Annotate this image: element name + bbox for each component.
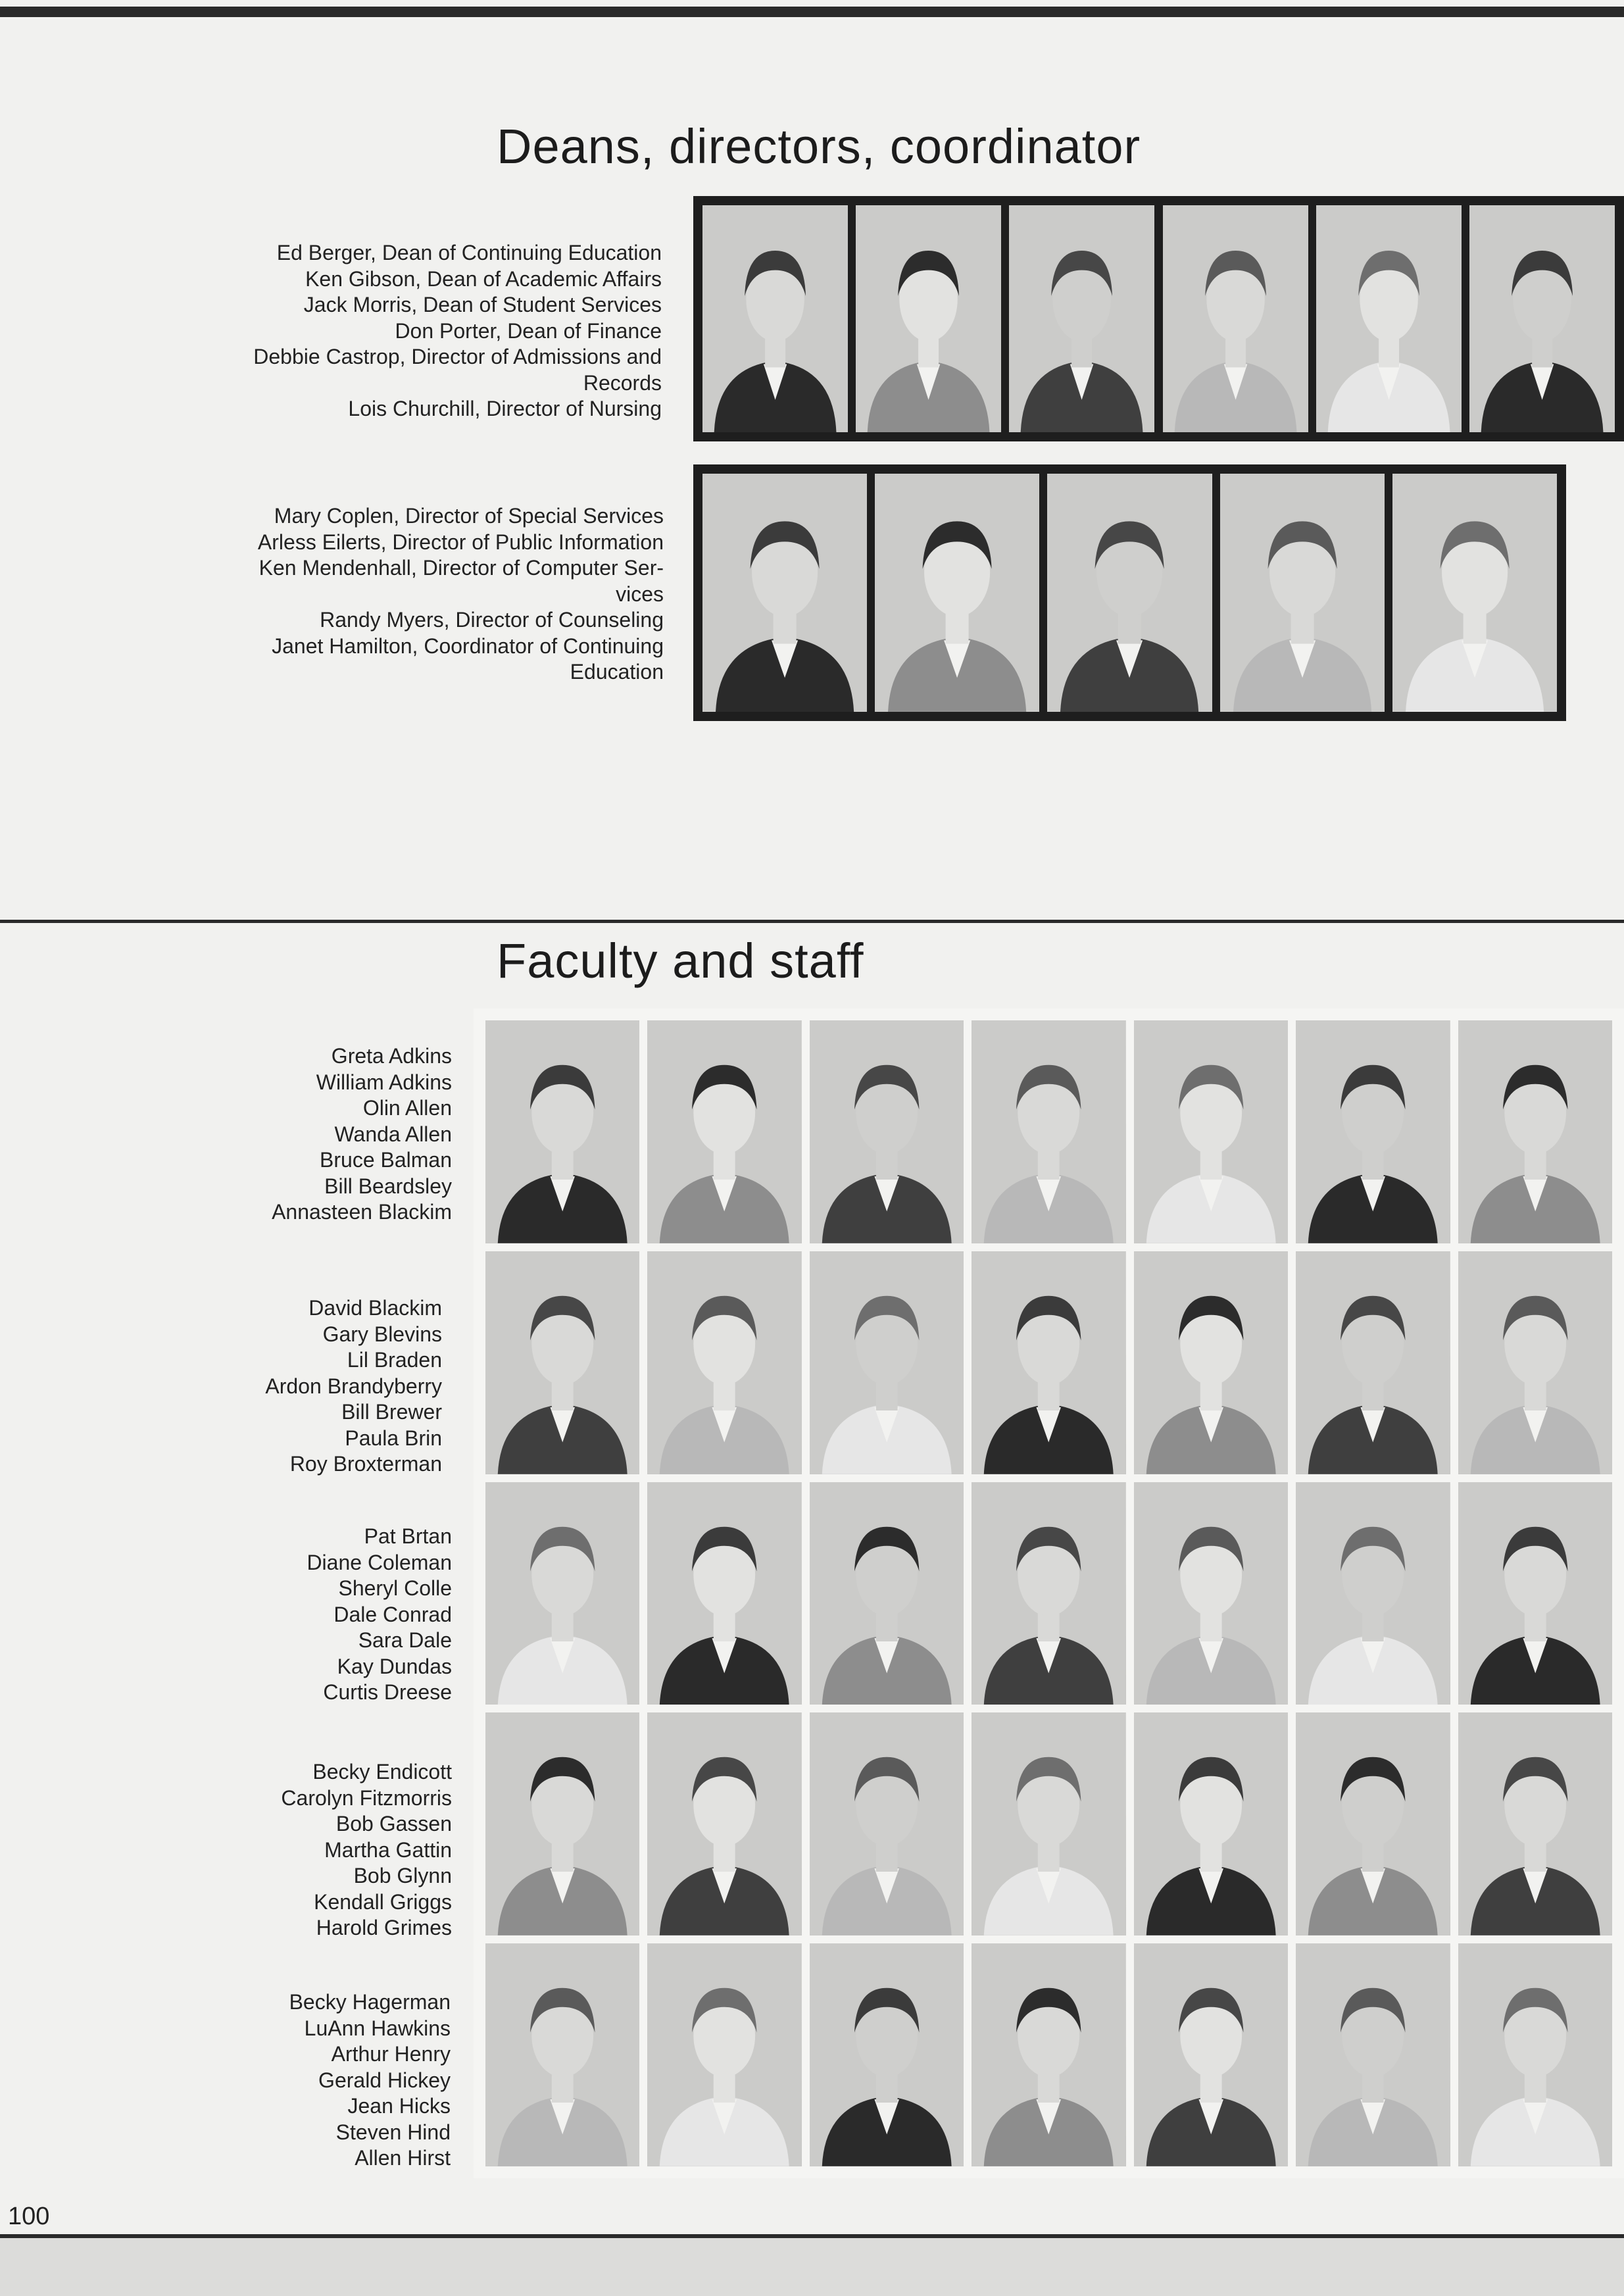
page-number: 100 [8,2203,50,2230]
caption-name: Martha Gattin [324,1837,452,1862]
faculty-portrait-photo [647,1020,801,1243]
director-portrait-photo [1392,474,1557,712]
dean-portrait-photo [1316,205,1462,432]
faculty-portrait-photo [1296,1943,1450,2166]
faculty-portrait-photo [1296,1251,1450,1474]
deans-photo-strip-1 [693,196,1624,441]
caption-line: Randy Myers, Director of Counseling [320,608,664,632]
director-portrait-photo [1047,474,1212,712]
faculty-portrait-photo [1134,1943,1288,2166]
faculty-portrait-photo [647,1482,801,1705]
caption-name: Jean Hicks [347,2094,451,2118]
caption-name: Diane Coleman [307,1550,452,1574]
caption-name: Olin Allen [362,1096,452,1120]
dean-portrait-photo [1009,205,1154,432]
faculty-portrait-photo [1296,1482,1450,1705]
faculty-portrait-photo [1134,1712,1288,1935]
dean-portrait-photo [856,205,1001,432]
faculty-caption-row-1 [272,1043,452,1226]
faculty-portrait-photo [1458,1251,1612,1474]
caption-name: Pat Brtan [364,1524,452,1548]
deans-photo-strip-2 [693,464,1566,721]
faculty-caption-row-2 [265,1295,442,1478]
dean-portrait-photo [1469,205,1615,432]
caption-name: Gerald Hickey [318,2068,451,2092]
faculty-portrait-photo [647,1251,801,1474]
faculty-portrait-photo [810,1482,964,1705]
caption-name: Steven Hind [335,2120,451,2144]
caption-name: Bob Glynn [353,1864,452,1887]
top-rule [0,7,1624,17]
director-portrait-photo [702,474,867,712]
faculty-caption-row-5 [289,1989,451,2172]
faculty-portrait-photo [1296,1020,1450,1243]
caption-name: Bruce Balman [320,1148,452,1172]
caption-name: Curtis Dreese [323,1680,452,1704]
caption-line: Don Porter, Dean of Finance [395,318,662,343]
caption-name: William Adkins [316,1070,452,1094]
faculty-portrait-photo [1134,1482,1288,1705]
faculty-portrait-photo [1296,1712,1450,1935]
caption-name: David Blackim [308,1296,442,1320]
faculty-portrait-photo [972,1482,1125,1705]
faculty-portrait-photo [485,1712,639,1935]
caption-line: Ed Berger, Dean of Continuing Education [276,241,662,264]
faculty-section-title: Faculty and staff [497,934,864,988]
bottom-band [0,2238,1624,2296]
caption-line: Debbie Castrop, Director of Admissions and [253,345,662,368]
faculty-portrait-photo [1134,1020,1288,1243]
caption-name: Carolyn Fitzmorris [281,1785,452,1810]
caption-line: Arless Eilerts, Director of Public Information [257,530,664,554]
faculty-portrait-photo [1458,1943,1612,2166]
caption-line: Ken Gibson, Dean of Academic Affairs [305,266,662,291]
faculty-portrait-photo [1134,1251,1288,1474]
caption-line: Education [570,660,664,684]
caption-name: LuAnn Hawkins [304,2016,451,2040]
section-divider [0,920,1624,923]
faculty-caption-row-3 [307,1524,452,1706]
faculty-portrait-photo [972,1943,1125,2166]
caption-name: Kendall Griggs [314,1889,452,1914]
faculty-portrait-photo [1458,1712,1612,1935]
caption-name: Lil Braden [347,1348,442,1372]
caption-name: Bill Brewer [341,1400,442,1424]
faculty-portrait-photo [647,1712,801,1935]
faculty-portrait-photo [1458,1482,1612,1705]
caption-name: Ardon Brandyberry [265,1374,442,1398]
deans-caption-group-1 [253,240,662,422]
caption-name: Kay Dundas [337,1654,452,1678]
caption-name: Gary Blevins [322,1322,442,1346]
faculty-portrait-photo [485,1482,639,1705]
faculty-portrait-photo [485,1251,639,1474]
caption-line: Records [583,370,662,395]
caption-name: Arthur Henry [331,2042,451,2066]
caption-name: Sheryl Colle [338,1576,452,1600]
caption-name: Bob Gassen [335,1812,452,1835]
faculty-portrait-photo [972,1020,1125,1243]
caption-line: vices [616,582,664,606]
caption-name: Paula Brin [345,1426,442,1450]
faculty-portrait-photo [972,1712,1125,1935]
dean-portrait-photo [702,205,848,432]
director-portrait-photo [1220,474,1385,712]
caption-line: Mary Coplen, Director of Special Services [274,504,664,528]
faculty-portrait-photo [810,1943,964,2166]
faculty-portrait-photo [810,1020,964,1243]
director-portrait-photo [875,474,1039,712]
faculty-photo-grid [474,1009,1624,2178]
faculty-portrait-photo [485,1943,639,2166]
faculty-caption-row-4 [281,1759,452,1941]
caption-line: Janet Hamilton, Coordinator of Continuing [272,634,664,658]
deans-section-title: Deans, directors, coordinator [497,119,1141,174]
caption-line: Jack Morris, Dean of Student Services [303,293,662,316]
caption-name: Sara Dale [358,1628,452,1652]
caption-name: Wanda Allen [334,1122,452,1146]
faculty-portrait-photo [485,1020,639,1243]
caption-name: Bill Beardsley [324,1174,452,1198]
faculty-portrait-photo [647,1943,801,2166]
caption-name: Roy Broxterman [289,1452,442,1476]
caption-name: Becky Endicott [312,1760,452,1784]
deans-caption-group-2 [258,503,664,686]
caption-line: Ken Mendenhall, Director of Computer Ser- [258,556,664,580]
dean-portrait-photo [1163,205,1308,432]
faculty-portrait-photo [972,1251,1125,1474]
caption-name: Allen Hirst [355,2146,451,2170]
caption-name: Dale Conrad [333,1602,452,1626]
faculty-portrait-photo [1458,1020,1612,1243]
caption-line: Lois Churchill, Director of Nursing [348,397,662,420]
caption-name: Annasteen Blackim [272,1200,452,1224]
faculty-portrait-photo [810,1712,964,1935]
caption-name: Becky Hagerman [289,1990,451,2014]
faculty-portrait-photo [810,1251,964,1474]
caption-name: Greta Adkins [331,1044,452,1068]
caption-name: Harold Grimes [316,1916,452,1939]
